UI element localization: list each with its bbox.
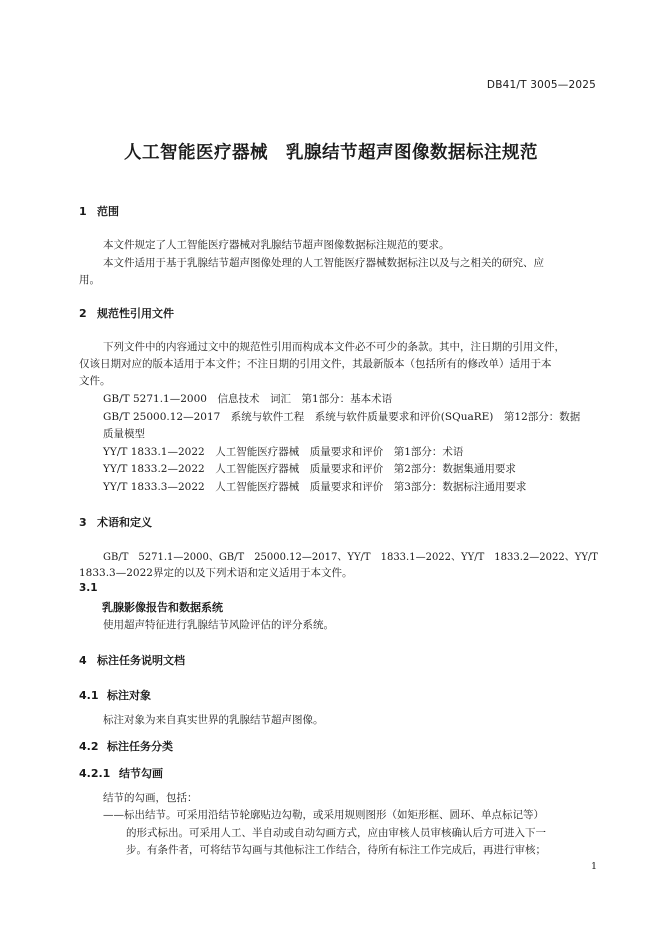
section-title: 标注任务分类 (107, 740, 173, 753)
section-number: 2 (79, 307, 87, 320)
section-title: 术语和定义 (97, 516, 152, 529)
section-number: 1 (79, 205, 87, 218)
paragraph: 标注对象为来自真实世界的乳腺结节超声图像。 (103, 714, 324, 726)
reference-item: 质量模型 (103, 428, 145, 440)
list-item: ——标出结节。可采用沿结节轮廓贴边勾勒，或采用规则图形（如矩形框、圆环、单点标记等） (103, 809, 544, 821)
section-title: 标注对象 (107, 689, 151, 702)
paragraph: 用。 (79, 274, 100, 286)
section-4-heading (79, 652, 185, 668)
page-number: 1 (590, 861, 597, 872)
reference-item: YY/T 1833.2—2022 人工智能医疗器械 质量要求和评价 第2部分：数据集通用要求 (103, 463, 516, 475)
reference-item: GB/T 25000.12—2017 系统与软件工程 系统与软件质量要求和评价(SQuaRE) 第12部分：数据 (103, 411, 581, 423)
section-title: 标注任务说明文档 (97, 654, 185, 667)
reference-item: GB/T 5271.1—2000 信息技术 词汇 第1部分：基本术语 (103, 393, 393, 405)
paragraph: 1833.3—2022界定的以及下列术语和定义适用于本文件。 (79, 567, 353, 579)
reference-item: YY/T 1833.1—2022 人工智能医疗器械 质量要求和评价 第1部分：术语 (103, 446, 464, 458)
standard-number: DB41/T 3005—2025 (486, 79, 596, 91)
paragraph: GB/T 5271.1—2000、GB/T 25000.12—2017、YY/T 1833.1—2022、YY/T 1833.2—2022、YY/T (103, 552, 598, 563)
page-title: 人工智能医疗器械 乳腺结节超声图像数据标注规范 (124, 143, 538, 163)
subsection-4-2-heading (79, 738, 173, 754)
section-3-heading (79, 514, 152, 530)
section-number: 4.2 (79, 740, 99, 753)
section-2-heading (79, 305, 174, 321)
term-number: 3.1 (79, 582, 98, 594)
paragraph: 本文件适用于基于乳腺结节超声图像处理的人工智能医疗器械数据标注以及与之相关的研究、应 (103, 257, 544, 269)
reference-item: YY/T 1833.3—2022 人工智能医疗器械 质量要求和评价 第3部分：数据标注通用要求 (103, 481, 527, 493)
paragraph: 仅该日期对应的版本适用于本文件；不注日期的引用文件，其最新版本（包括所有的修改单）适用于本 (79, 358, 552, 370)
subsection-4-2-1-heading (79, 765, 163, 781)
paragraph: 本文件规定了人工智能医疗器械对乳腺结节超声图像数据标注规范的要求。 (103, 239, 450, 251)
section-number: 4 (79, 654, 87, 667)
section-title: 范围 (97, 205, 119, 218)
section-1-heading (79, 203, 119, 219)
section-number: 3 (79, 516, 87, 529)
section-title: 结节勾画 (119, 767, 163, 780)
list-item-continuation: 步。有条件者，可将结节勾画与其他标注工作结合，待所有标注工作完成后，再进行审核； (126, 844, 546, 856)
paragraph: 下列文件中的内容通过文中的规范性引用而构成本文件必不可少的条款。其中，注日期的引用文件， (103, 341, 565, 353)
section-number: 4.1 (79, 689, 99, 702)
paragraph: 文件。 (79, 375, 111, 387)
section-title: 规范性引用文件 (97, 307, 174, 320)
list-item-continuation: 的形式标出。可采用人工、半自动或自动勾画方式，应由审核人员审核确认后方可进入下一 (126, 827, 546, 839)
section-number: 4.2.1 (79, 767, 111, 780)
term-definition: 使用超声特征进行乳腺结节风险评估的评分系统。 (103, 619, 334, 631)
paragraph: 结节的勾画，包括： (103, 792, 198, 804)
subsection-4-1-heading (79, 687, 151, 703)
term-name: 乳腺影像报告和数据系统 (102, 601, 223, 614)
